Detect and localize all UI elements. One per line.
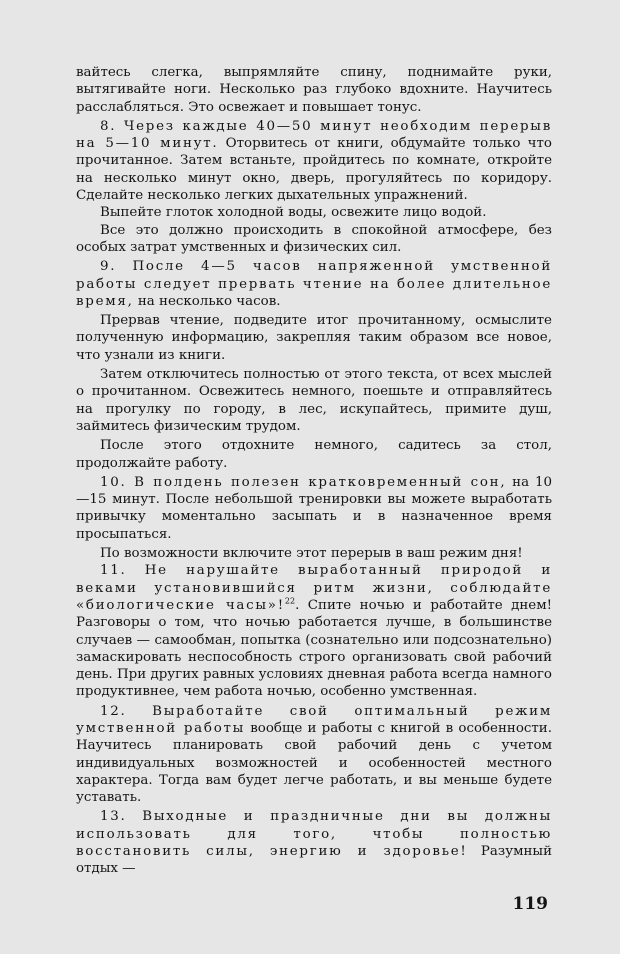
rule-10-heading: 10. В полдень полезен кратковременный сон,: [100, 474, 507, 490]
paragraph-rule-8: 8. Через каждые 40—50 минут необходим перерыв на 5—10 минут. Оторвитесь от книги, обдумайте только что прочитанное. Затем встаньте, пройдитесь по комнате, откройте на несколько минут окно, дверь, прогуляйтесь по коридору. Сделайте несколько легких дыхательных упражнений.: [76, 118, 552, 204]
footnote-marker: 22: [284, 596, 296, 606]
paragraph-rule-11: 11. Не нарушайте выработанный природой и веками установившийся ритм жизни, соблюдайте «биологические часы»!$^{22}$. Спите ночью и работайте днем! Разговоры о том, что ночью работается лучше, в большинстве случаев — самообман, попытка (сознательно или подсознательно) замаскировать неспособность строго организовать свой рабочий день. При других равных условиях дневная работа всегда намного продуктивнее, чем работа ночью, особенно умственная.: [76, 563, 553, 700]
paragraph-schedule: По возможности включите этот перерыв в ваш режим дня!: [100, 546, 523, 562]
paragraph-summarize: Прервав чтение, подведите итог прочитанному, осмыслите полученную информацию, закрепляя таким образом все новое, что узнали из книги.: [76, 313, 552, 363]
rule-11-heading: 11. Не нарушайте выработанный природой и веками установившийся ритм жизни, соблюдайте «биологические часы»!: [76, 563, 552, 613]
rule-8-heading: 8. Через каждые 40—50 минут необходим перерыв на 5—10 минут.: [76, 118, 552, 152]
paragraph-atmosphere: Все это должно происходить в спокойной атмосфере, без особых затрат умственных и физических сил.: [76, 222, 552, 255]
paragraph-disconnect: Затем отключитесь полностью от этого текста, от всех мыслей о прочитанном. Освежитесь немного, поешьте и отправляйтесь на прогулку по городу, в лес, искупайтесь, примите душ, займитесь физическим трудом.: [76, 367, 552, 434]
paragraph-water: Выпейте глоток холодной воды, освежите лицо водой.: [100, 205, 487, 221]
paragraph-rule-10: 10. В полдень полезен кратковременный сон, на 10—15 минут. После небольшой тренировки вы можете выработать привычку моментально засыпать и в назначенное время просыпаться.: [76, 474, 552, 542]
body-text: [76, 64, 552, 878]
paragraph-continuation: вайтесь слегка, выпрямляйте спину, поднимайте руки, вытягивайте ноги. Несколько раз глубоко вдохните. Научитесь расслабляться. Это освежает и повышает тонус.: [76, 65, 552, 115]
paragraph-rule-12: 12. Выработайте свой оптимальный режим умственной работы вообще и работы с книгой в особенности. Научитесь планировать свой рабочий день с учетом индивидуальных возможностей и особенностей местного характера. Тогда вам будет легче работать, и вы меньше будете уставать.: [76, 703, 552, 806]
page-number: 119: [512, 894, 548, 914]
paragraph-rule-13: 13. Выходные и праздничные дни вы должны использовать для того, чтобы полностью восстановить силы, энергию и здоровье! Разумный отдых —: [76, 809, 553, 877]
rule-12-heading: 12. Выработайте свой оптимальный режим умственной работы: [76, 703, 552, 736]
rule-13-heading: 13. Выходные и праздничные дни вы должны использовать для того, чтобы полностью восстановить силы, энергию и здоровье!: [76, 809, 552, 860]
rule-9-heading: 9. После 4—5 часов напряженной умственной работы следует прервать чтение на более длительное время,: [76, 259, 552, 309]
paragraph-rest: После этого отдохните немного, садитесь за стол, продолжайте работу.: [76, 438, 552, 471]
paragraph-rule-9: 9. После 4—5 часов напряженной умственной работы следует прервать чтение на более длительное время, на несколько часов.: [76, 259, 552, 309]
